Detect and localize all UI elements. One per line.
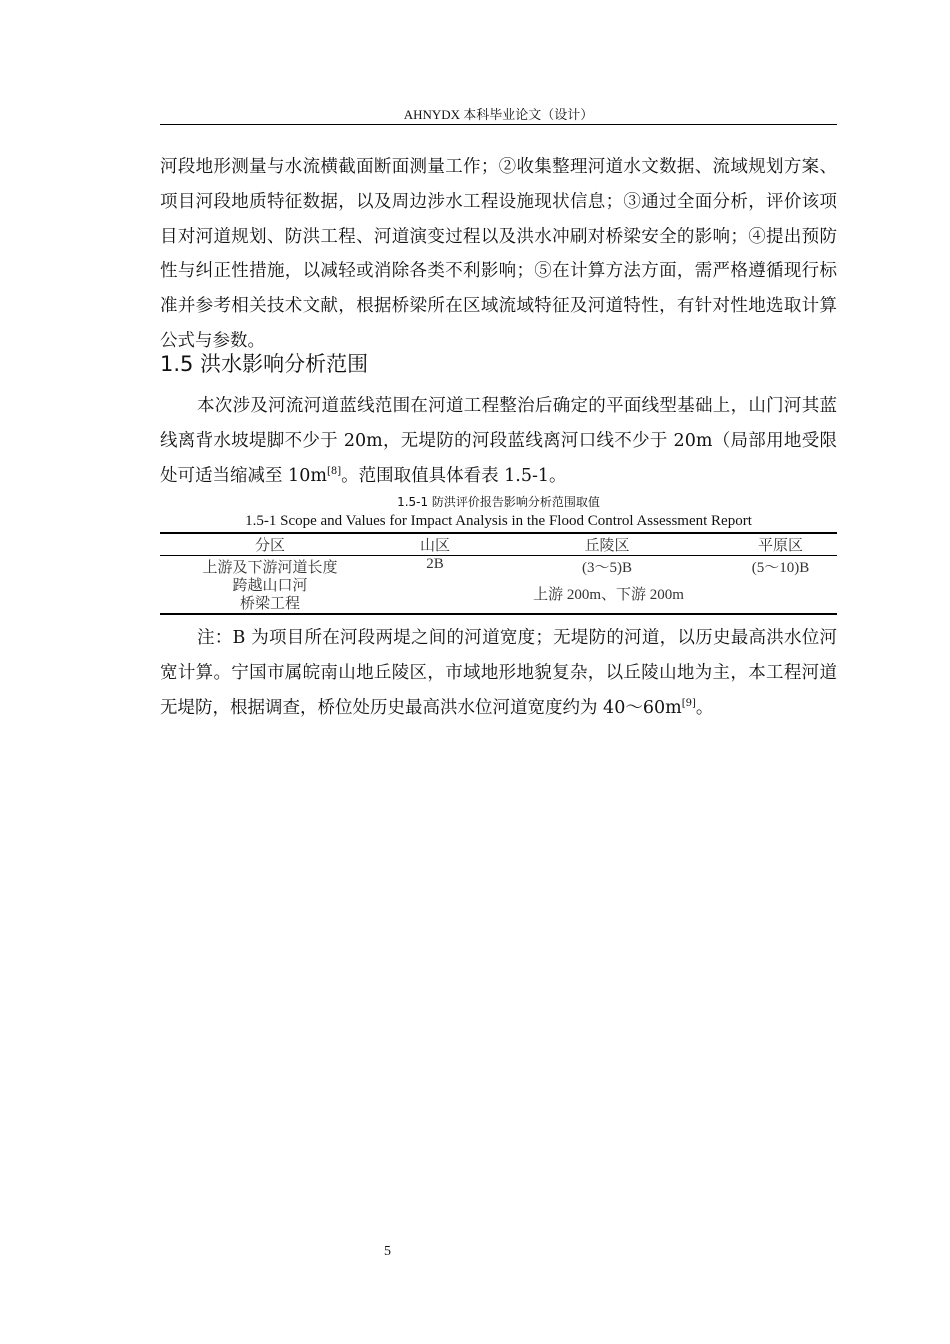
table-row: [160, 556, 837, 578]
table-header-cell: 分区: [160, 533, 380, 556]
citation-ref-9: [9]: [681, 697, 696, 709]
paragraph-scope: [160, 389, 837, 493]
paragraph-methods: 河段地形测量与水流横截面断面测量工作；②收集整理河道水文数据、流域规划方案、项目河段地质特征数据，以及周边涉水工程设施现状信息；③通过全面分析，评价该项目对河道规划、防洪工程、河道演变过程以及洪水冲刷对桥梁安全的影响；④提出预防性与纠正性措施，以减轻或消除各类不利影响；⑤在计算方法方面，需严格遵循现行标准并参考相关技术文献，根据桥梁所在区域流域特征及河道特性，有针对性地选取计算公式与参数。: [160, 157, 837, 351]
table-cell: 上游及下游河道长度: [202, 560, 338, 576]
scope-table: [160, 532, 837, 615]
table-cell-label: [160, 577, 380, 614]
table-cell-label-line2: 桥梁工程: [239, 596, 300, 612]
paragraph-note-tail: 。: [695, 697, 714, 718]
table-caption-en: 1.5-1 Scope and Values for Impact Analysis in the Flood Control Assessment Report: [245, 513, 752, 529]
table-cell: (5～10)B: [751, 560, 810, 576]
table-row: [160, 577, 837, 614]
header-title: AHNYDX 本科毕业论文（设计）: [403, 107, 594, 122]
table-header-cell: 丘陵区: [490, 533, 724, 556]
table-header-row: [160, 533, 837, 556]
table-cell: 2B: [426, 556, 444, 572]
table-cell-merged: 上游 200m、下游 200m: [380, 577, 837, 614]
table-header-cell: 平原区: [724, 533, 837, 556]
paragraph-note: [160, 621, 837, 725]
section-heading: 1.5 洪水影响分析范围: [160, 352, 369, 376]
paragraph-scope-text-b: 。范围取值具体看表 1.5-1。: [341, 465, 567, 486]
table-header-cell: 山区: [380, 533, 490, 556]
paragraph-scope-text-a: 本次涉及河流河道蓝线范围在河道工程整治后确定的平面线型基础上，山门河其蓝线离背水坡堤脚不少于 20m，无堤防的河段蓝线离河口线不少于 20m（局部用地受限处可适当缩减至 10m: [160, 396, 837, 486]
table-caption-cn: 1.5-1 防洪评价报告影响分析范围取值: [397, 495, 600, 509]
citation-ref-8: [8]: [326, 465, 342, 477]
paragraph-note-text: 注：B 为项目所在河段两堤之间的河道宽度；无堤防的河道，以历史最高洪水位河宽计算。宁国市属皖南山地丘陵区，市域地形地貌复杂，以丘陵山地为主，本工程河道无堤防，根据调查，桥位处历史最高洪水位河道宽度约为 40～60m: [160, 628, 837, 718]
table-cell: (3～5)B: [582, 560, 632, 576]
page-header: [160, 104, 837, 125]
page-number: 5: [384, 1244, 391, 1259]
table-cell-label-line1: 跨越山口河: [232, 578, 308, 594]
